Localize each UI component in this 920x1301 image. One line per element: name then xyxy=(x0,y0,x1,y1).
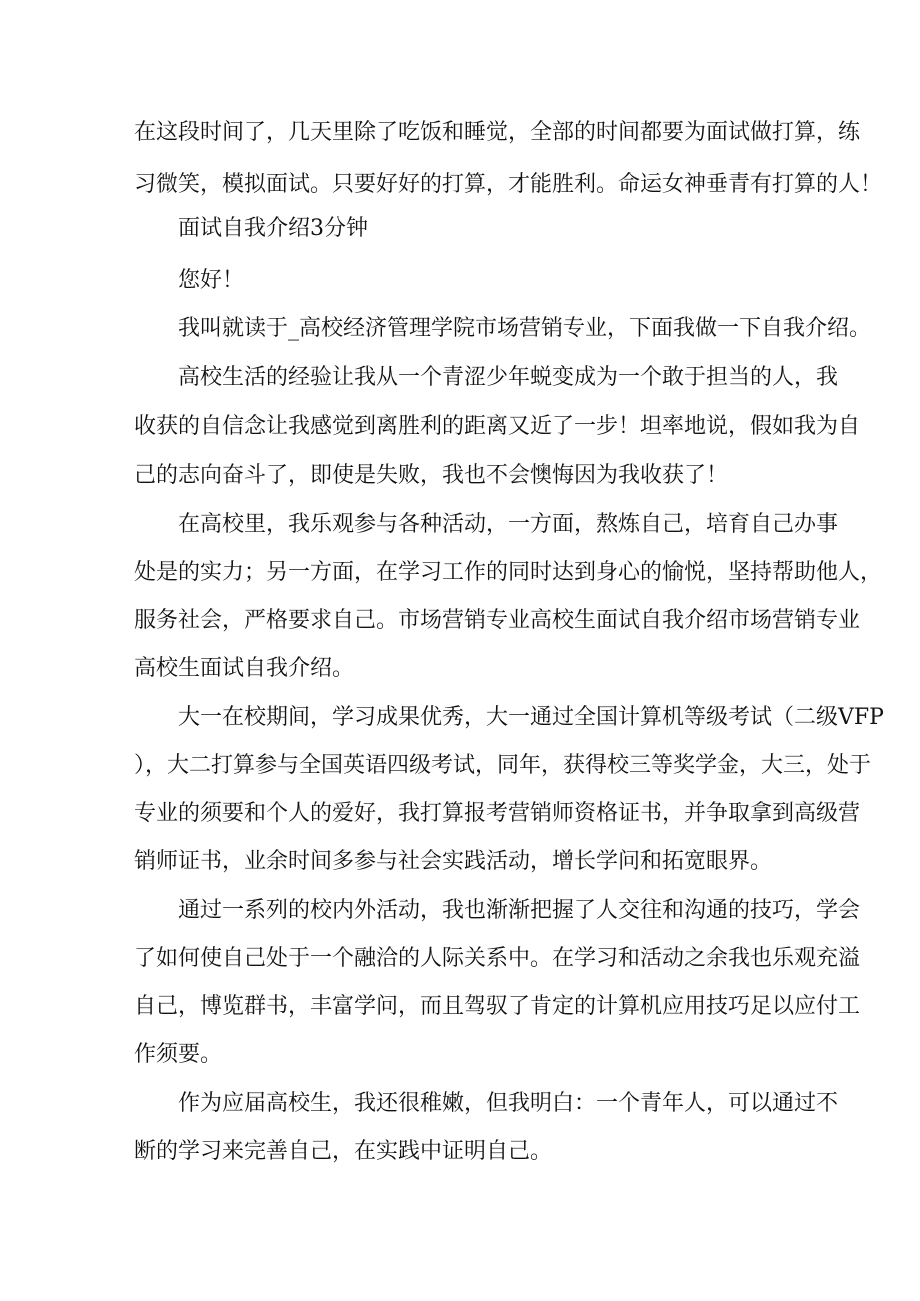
text-line: 己的志向奋斗了，即使是失败，我也不会懊悔因为我收获了！ xyxy=(134,463,729,488)
text-line: 断的学习来完善自己，在实践中证明自己。 xyxy=(134,1139,553,1164)
text-line: 通过一系列的校内外活动，我也渐渐把握了人交往和沟通的技巧，学会 xyxy=(178,898,861,923)
text-line: 在高校里，我乐观参与各种活动，一方面，熬炼自己，培育自己办事 xyxy=(178,512,839,537)
greeting-line: 您好！ xyxy=(178,268,245,293)
text-line: 我叫就读于_高校经济管理学院市场营销专业，下面我做一下自我介绍。 xyxy=(178,316,872,341)
text-line: 作须要。 xyxy=(134,1042,223,1067)
text-line: 大一在校期间，学习成果优秀，大一通过全国计算机等级考试（二级VFP xyxy=(178,705,884,730)
text-line: 高校生面试自我介绍。 xyxy=(134,656,355,681)
text-line: 在这段时间了，几天里除了吃饭和睡觉，全部的时间都要为面试做打算，练 xyxy=(134,120,861,145)
section-heading: 面试自我介绍3分钟 xyxy=(178,216,368,241)
text-line: 专业的须要和个人的爱好，我打算报考营销师资格证书，并争取拿到高级营 xyxy=(134,801,861,826)
text-line: 收获的自信念让我感觉到离胜利的距离又近了一步！坦率地说，假如我为自 xyxy=(134,414,861,439)
text-line: 习微笑，模拟面试。只要好好的打算，才能胜利。命运女神垂青有打算的人！ xyxy=(134,172,883,197)
text-line: 作为应届高校生，我还很稚嫩，但我明白：一个青年人，可以通过不 xyxy=(178,1091,839,1116)
text-line: 销师证书，业余时间多参与社会实践活动，增长学问和拓宽眼界。 xyxy=(134,849,773,874)
text-line: 处是的实力；另一方面，在学习工作的同时达到身心的愉悦，坚持帮助他人， xyxy=(134,560,883,585)
text-line: 高校生活的经验让我从一个青涩少年蜕变成为一个敢于担当的人，我 xyxy=(178,365,839,390)
text-line: 服务社会，严格要求自己。市场营销专业高校生面试自我介绍市场营销专业 xyxy=(134,608,861,633)
text-line: 自己，博览群书，丰富学问，而且驾驭了肯定的计算机应用技巧足以应付工 xyxy=(134,994,861,1019)
text-line: ），大二打算参与全国英语四级考试，同年，获得校三等奖学金，大三，处于 xyxy=(134,753,872,778)
text-line: 了如何使自己处于一个融洽的人际关系中。在学习和活动之余我也乐观充溢 xyxy=(134,946,861,971)
